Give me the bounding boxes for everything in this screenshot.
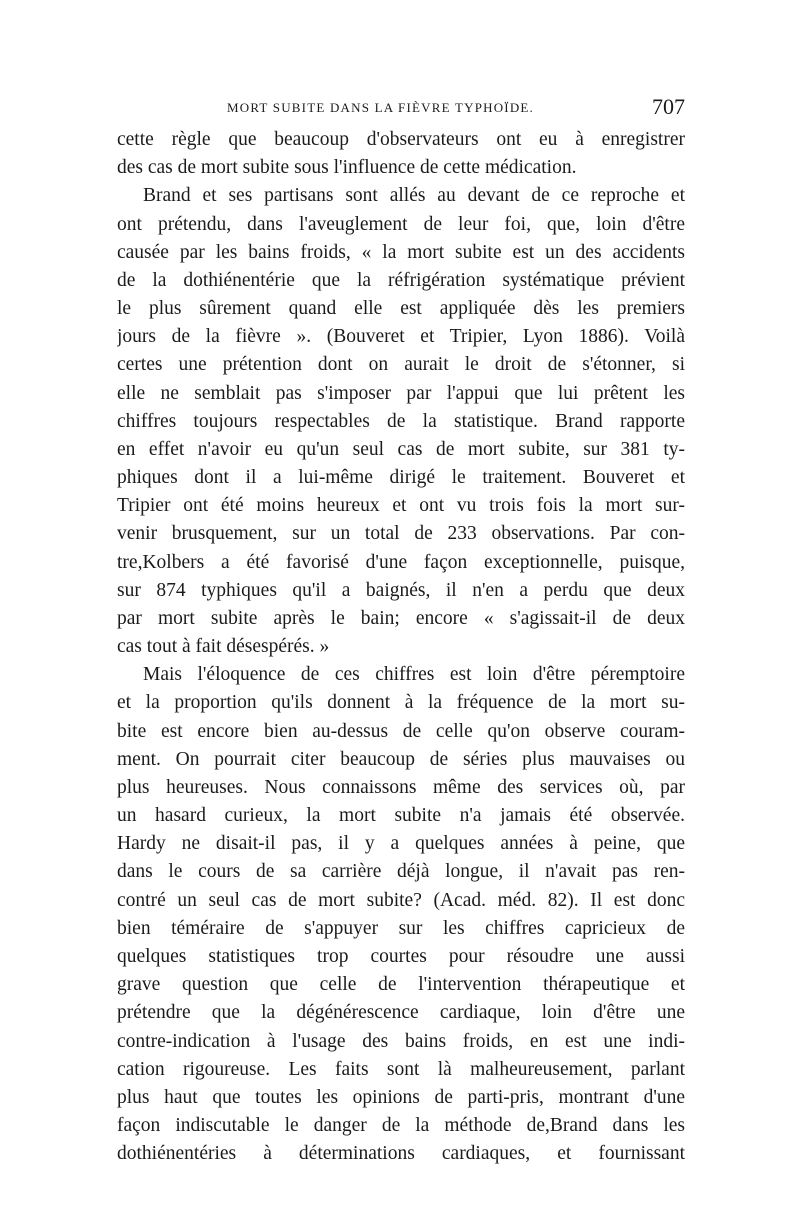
text-line: jours de la fièvre ». (Bouveret et Tripier, Lyon 1886). Voilà [117, 326, 685, 348]
text-line: chiffres toujours respectables de la statistique. Brand rapporte [117, 410, 685, 432]
text-line: causée par les bains froids, « la mort subite est un des accidents [117, 241, 685, 263]
text-line: prétendre que la dégénérescence cardiaque, loin d'être une [117, 1002, 685, 1024]
text-line: phiques dont il a lui-même dirigé le traitement. Bouveret et [117, 467, 685, 489]
text-line: Tripier ont été moins heureux et ont vu trois fois la mort sur- [117, 495, 685, 517]
text-line: quelques statistiques trop courtes pour résoudre une aussi [117, 945, 685, 967]
text-line: par mort subite après le bain; encore « s'agissait-il de deux [117, 607, 685, 629]
text-line: le plus sûrement quand elle est appliquée dès les premiers [117, 298, 685, 320]
text-line: sur 874 typhiques qu'il a baignés, il n'en a perdu que deux [117, 579, 685, 601]
running-title: MORT SUBITE DANS LA FIÈVRE TYPHOÏDE. [227, 100, 535, 115]
text-line: façon indiscutable le danger de la méthode de,Brand dans les [117, 1115, 685, 1137]
text-line: et la proportion qu'ils donnent à la fréquence de la mort su- [117, 692, 685, 714]
running-head [117, 96, 685, 124]
text-line: elle ne semblait pas s'imposer par l'appui que lui prêtent les [117, 382, 685, 404]
text-line: cette règle que beaucoup d'observateurs ont eu à enregistrer [117, 129, 685, 150]
text-line: tre,Kolbers a été favorisé d'une façon exceptionnelle, puisque, [117, 551, 685, 573]
text-line: plus heureuses. Nous connaissons même des services où, par [117, 776, 685, 798]
text-line: dothiénentéries à déterminations cardiaques, et fournissant [117, 1143, 685, 1165]
text-line: grave question que celle de l'intervention thérapeutique et [117, 974, 685, 996]
text-line: en effet n'avoir eu qu'un seul cas de mort subite, sur 381 ty- [117, 438, 685, 460]
body-text [117, 126, 685, 1168]
text-line: contre-indication à l'usage des bains froids, en est une indi- [117, 1030, 685, 1052]
text-line: venir brusquement, sur un total de 233 observations. Par con- [117, 523, 685, 545]
text-line: des cas de mort subite sous l'influence de cette médication. [117, 157, 577, 179]
text-line: un hasard curieux, la mort subite n'a jamais été observée. [117, 805, 685, 827]
text-line: contré un seul cas de mort subite? (Acad. méd. 82). Il est donc [117, 889, 685, 911]
text-line: bien téméraire de s'appuyer sur les chiffres capricieux de [117, 917, 685, 939]
text-line: de la dothiénentérie que la réfrigération systématique prévient [117, 269, 685, 291]
text-line: plus haut que toutes les opinions de parti-pris, montrant d'une [117, 1086, 685, 1108]
text-line: cas tout à fait désespérés. » [117, 636, 330, 658]
page-number: 707 [652, 94, 685, 119]
text-line: ont prétendu, dans l'aveuglement de leur foi, que, loin d'être [117, 213, 685, 235]
text-line: Mais l'éloquence de ces chiffres est loin d'être péremptoire [143, 664, 685, 686]
text-line: dans le cours de sa carrière déjà longue, il n'avait pas ren- [117, 861, 685, 883]
text-line: bite est encore bien au-dessus de celle qu'on observe couram- [117, 720, 685, 742]
text-line: ment. On pourrait citer beaucoup de séries plus mauvaises ou [117, 748, 685, 770]
text-line: certes une prétention dont on aurait le droit de s'étonner, si [117, 354, 685, 376]
text-line: cation rigoureuse. Les faits sont là malheureusement, parlant [117, 1058, 685, 1080]
text-line: Hardy ne disait-il pas, il y a quelques années à peine, que [117, 833, 685, 855]
text-line: Brand et ses partisans sont allés au devant de ce reproche et [143, 185, 685, 207]
